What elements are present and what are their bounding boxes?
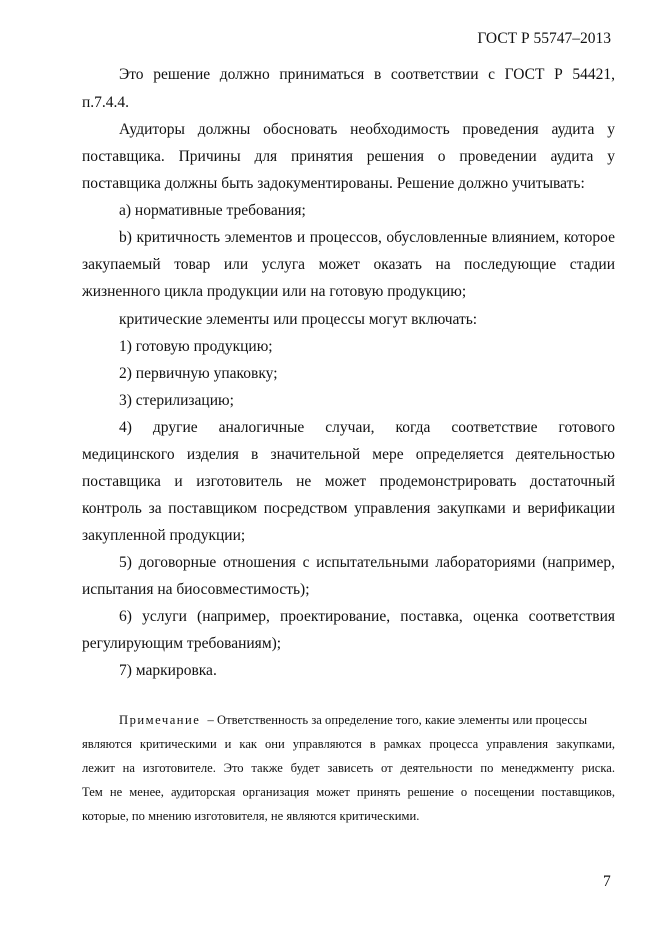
list-item: b) критичность элементов и процессов, обусловленные влиянием, которое <box>119 229 615 246</box>
note-line: которые, по мнению изготовителя, не являются критическими. <box>82 809 420 823</box>
list-item-line: поставщика и изготовитель не может продемонстрировать достаточный <box>82 473 615 490</box>
paragraph-line: критические элементы или процессы могут включать: <box>119 311 478 328</box>
paragraph-line: поставщика должны быть задокументированы. Решение должно учитывать: <box>82 175 585 192</box>
list-item-line: закупаемый товар или услуга может оказать на последующие стадии <box>82 256 615 273</box>
page-number: 7 <box>603 873 611 890</box>
document-header: ГОСТ Р 55747–2013 <box>477 30 611 47</box>
list-item: 1) готовую продукцию; <box>119 338 273 355</box>
list-item: 4) другие аналогичные случаи, когда соответствие готового <box>119 419 615 436</box>
list-item: 5) договорные отношения с испытательными лабораториями (например, <box>119 554 615 571</box>
note-label: Примечание <box>119 713 201 727</box>
note-line: лежит на изготовителе. Это также будет зависеть от деятельности по менеджменту риска. <box>82 761 615 775</box>
note-text: – Ответственность за определение того, какие элементы или процессы <box>207 713 588 727</box>
list-item-line: жизненного цикла продукции или на готовую продукцию; <box>82 283 467 300</box>
list-item-line: медицинского изделия в значительной мере определяется деятельностью <box>82 446 615 463</box>
list-item: 2) первичную упаковку; <box>119 365 278 382</box>
list-item-line: закупленной продукции; <box>82 527 246 544</box>
list-item-line: испытания на биосовместимость); <box>82 581 310 598</box>
note-first-line <box>119 713 587 728</box>
list-item-line: контроль за поставщиком посредством управления закупками и верификации <box>82 500 615 517</box>
note-line: Тем не менее, аудиторская организация может принять решение о посещении поставщиков, <box>82 785 615 799</box>
note-line: являются критическими и как они управляются в рамках процесса управления закупками, <box>82 737 615 751</box>
list-item: 6) услуги (например, проектирование, поставка, оценка соответствия <box>119 608 615 625</box>
paragraph-line: поставщика. Причины для принятия решения о проведении аудита у <box>82 148 615 165</box>
paragraph-line: Это решение должно приниматься в соответствии с ГОСТ Р 54421, <box>119 66 615 83</box>
list-item: 3) стерилизацию; <box>119 392 234 409</box>
list-item-line: регулирующим требованиям); <box>82 635 282 652</box>
paragraph-line: п.7.4.4. <box>82 94 130 111</box>
list-item: 7) маркировка. <box>119 662 217 679</box>
paragraph-line: Аудиторы должны обосновать необходимость проведения аудита у <box>119 121 615 138</box>
list-item: a) нормативные требования; <box>119 202 306 219</box>
